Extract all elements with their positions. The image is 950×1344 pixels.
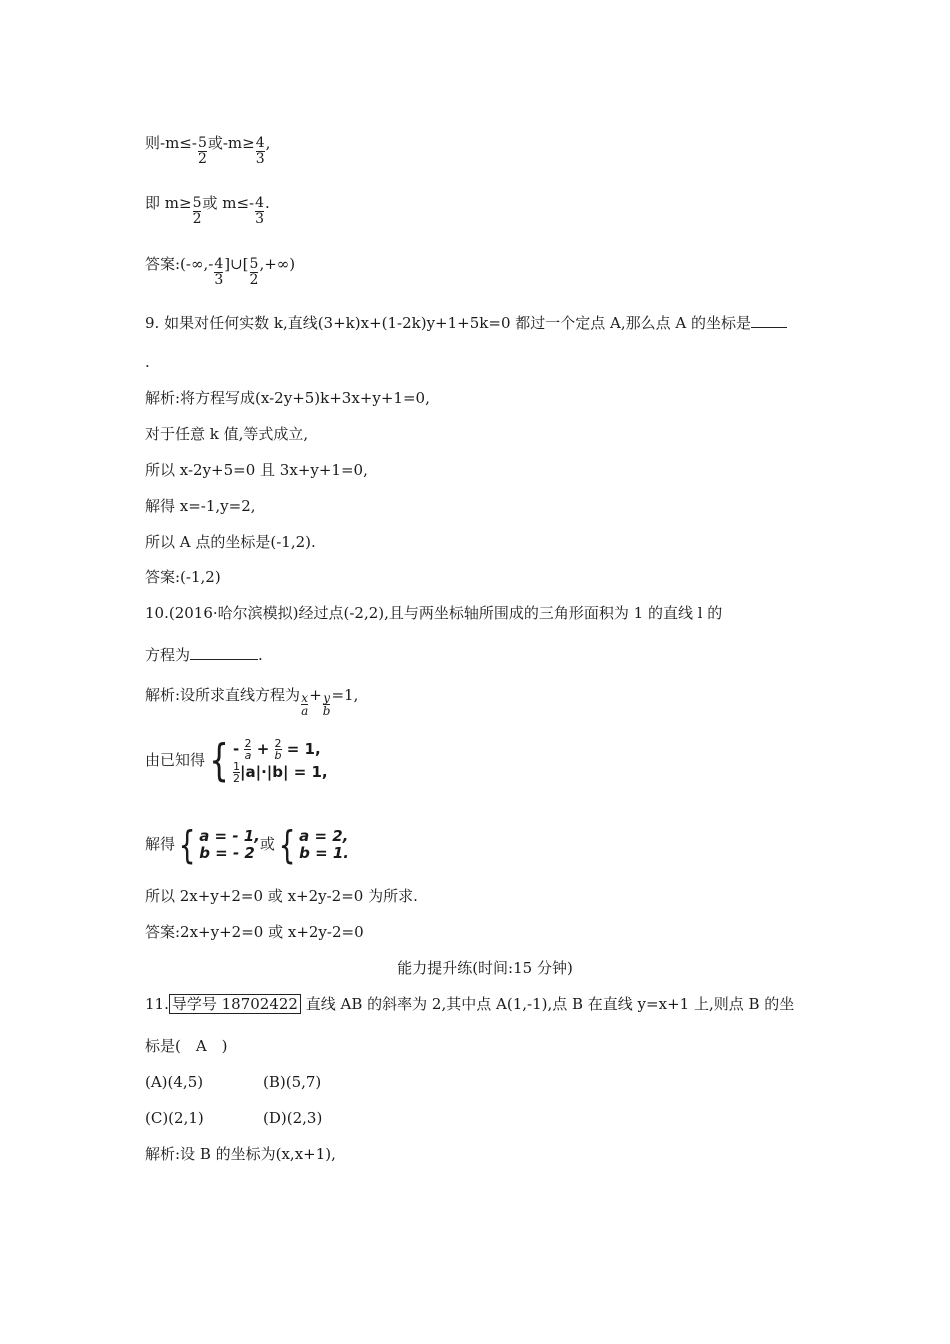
solution-line: 解得 x=-1,y=2,	[145, 497, 256, 515]
guide-number-box: 导学号 18702422	[169, 994, 301, 1014]
equation-system: 解得{ a = - 1, b = - 2 或{ a = 2, b = 1.	[145, 823, 350, 867]
solution-line: 解析:设所求直线方程为 $\frac{x}{a}$ + $\frac{y}{b}$ =1,	[145, 686, 359, 718]
text: 或-m≥	[207, 134, 255, 152]
fraction: $\frac{5}{2}$	[192, 195, 202, 227]
equation-system-block: { a = 2, b = 1.	[278, 823, 350, 867]
solution-line: 对于任意 k 值,等式成立,	[145, 425, 309, 443]
answer-blank	[190, 645, 258, 660]
answer-line: 答案:(-1,2)	[145, 568, 221, 586]
fraction: $\frac{5}{2}$	[249, 256, 259, 288]
text: .	[265, 194, 270, 212]
section-heading: 能力提升练(时间:15 分钟)	[397, 959, 573, 977]
option-C: (C)(2,1)	[145, 1109, 204, 1127]
option-D: (D)(2,3)	[263, 1109, 323, 1127]
question-text: 9. 如果对任何实数 k,直线(3+k)x+(1-2k)y+1+5k=0 都过一个定点 A,那么点 A 的坐标是	[145, 314, 751, 332]
question-10: 10.(2016·哈尔滨模拟)经过点(-2,2),且与两坐标轴所围成的三角形面积为 1 的直线 l 的	[145, 604, 723, 622]
question-9-end: .	[145, 353, 150, 371]
fraction: $\frac{5}{2}$	[197, 135, 207, 167]
answer-line	[145, 254, 295, 288]
solution-line: 所以 A 点的坐标是(-1,2).	[145, 533, 316, 551]
option-B: (B)(5,7)	[263, 1073, 322, 1091]
question-11-line2: 标是( A )	[145, 1037, 228, 1055]
solution-line: 所以 2x+y+2=0 或 x+2y-2=0 为所求.	[145, 887, 418, 905]
fraction: $\frac{x}{a}$	[301, 691, 309, 718]
text: ,+∞)	[259, 255, 296, 273]
text: 或 m≤-	[202, 194, 255, 212]
solution-line	[145, 193, 270, 227]
text: ,	[265, 134, 271, 152]
question-9	[145, 313, 787, 333]
equation-system-block: { - $\frac{2}{a}$ + $\frac{2}{b}$ = 1, $\frac{1}{2}$ |a|·|b| = 1,	[209, 734, 328, 786]
solution-line	[145, 133, 270, 167]
solution-line: 所以 x-2y+5=0 且 3x+y+1=0,	[145, 461, 368, 479]
question-11: 11. 导学号 18702422 直线 AB 的斜率为 2,其中点 A(1,-1),点 B 在直线 y=x+1 上,则点 B 的坐	[145, 995, 795, 1013]
text: 则-m≤-	[145, 134, 197, 152]
solution-line: 解析:将方程写成(x-2y+5)k+3x+y+1=0,	[145, 389, 430, 407]
text: ]∪[	[224, 255, 249, 273]
fraction: $\frac{4}{3}$	[255, 135, 265, 167]
answer-line: 答案:2x+y+2=0 或 x+2y-2=0	[145, 923, 364, 941]
option-A: (A)(4,5)	[145, 1073, 204, 1091]
solution-line: 解析:设 B 的坐标为(x,x+1),	[145, 1145, 336, 1163]
fraction: $\frac{4}{3}$	[255, 195, 265, 227]
question-10-line2: 方程为 .	[145, 646, 263, 664]
fraction: $\frac{4}{3}$	[214, 256, 224, 288]
text: 答案:(-∞,-	[145, 255, 214, 273]
text: 即 m≥	[145, 194, 192, 212]
fraction: $\frac{y}{b}$	[322, 691, 331, 718]
equation-system-block: { a = - 1, b = - 2	[178, 823, 260, 867]
equation-system: 由已知得{ - $\frac{2}{a}$ + $\frac{2}{b}$ = 1, $\frac{1}{2}$ |a|·|b| = 1,	[145, 734, 328, 786]
answer-blank	[751, 313, 787, 328]
